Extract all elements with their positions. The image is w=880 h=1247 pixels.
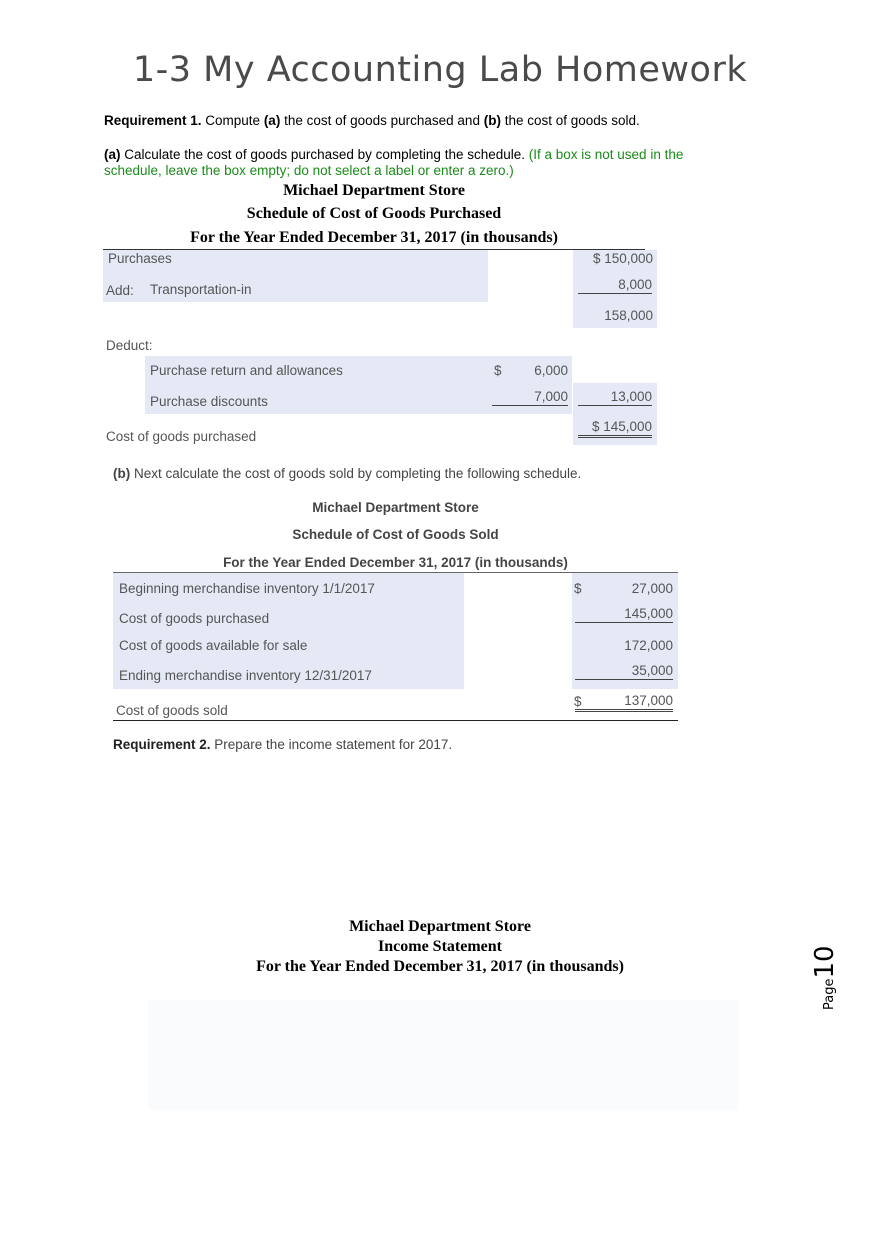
req1-a: (a) bbox=[263, 113, 281, 128]
income-company: Michael Department Store bbox=[349, 918, 531, 935]
deduct-label: Deduct: bbox=[106, 338, 153, 353]
purchases-label: Purchases bbox=[108, 251, 172, 266]
page-label: Page bbox=[822, 978, 837, 1010]
discounts-label: Purchase discounts bbox=[150, 394, 268, 409]
begin-inventory-dollar: $ bbox=[574, 581, 582, 596]
deductions-total: 13,000 bbox=[578, 389, 652, 406]
req1-b: (b) bbox=[483, 113, 501, 128]
transportation-amount: 8,000 bbox=[578, 277, 652, 294]
cogs-label: Cost of goods sold bbox=[116, 703, 228, 718]
requirement-2 bbox=[113, 737, 452, 752]
cogp-amount: $ 145,000 bbox=[578, 419, 652, 438]
instr-a-label: (a) bbox=[104, 147, 121, 162]
page-number bbox=[810, 930, 850, 1010]
cogs-amount: 137,000 bbox=[575, 693, 673, 712]
instr-a-text: Calculate the cost of goods purchased by completing the schedule. bbox=[120, 147, 529, 162]
cogs-bottom-rule bbox=[113, 720, 678, 721]
req1-text3: the cost of goods sold. bbox=[500, 113, 640, 128]
instruction-a bbox=[104, 147, 724, 179]
returns-label: Purchase return and allowances bbox=[150, 363, 343, 378]
income-period: For the Year Ended December 31, 2017 (in thousands) bbox=[256, 958, 624, 975]
returns-amount: 6,000 bbox=[534, 363, 568, 378]
transportation-label: Transportation-in bbox=[150, 282, 252, 297]
page-title: 1-3 My Accounting Lab Homework bbox=[132, 50, 748, 90]
cogs-purchased-label: Cost of goods purchased bbox=[119, 611, 270, 626]
income-statement-title: Income Statement bbox=[378, 938, 502, 955]
req1-text: Compute bbox=[201, 113, 264, 128]
instr-a-note: (If a box is not used in the schedule, leave the box empty; do not select a label or enter a zero.) bbox=[104, 147, 684, 178]
end-inventory-amount: 35,000 bbox=[575, 663, 673, 680]
req2-text: Prepare the income statement for 2017. bbox=[210, 737, 453, 752]
discounts-amount: 7,000 bbox=[492, 389, 568, 406]
cogs-purchased-amount: 145,000 bbox=[575, 606, 673, 623]
req2-label: Requirement 2. bbox=[113, 737, 211, 752]
req1-text2: the cost of goods purchased and bbox=[280, 113, 484, 128]
income-statement-area bbox=[148, 1000, 738, 1110]
instr-b-label: (b) bbox=[113, 466, 131, 481]
requirement-1 bbox=[104, 113, 640, 128]
page-number-value: 10 bbox=[810, 945, 840, 979]
instr-b-text: Next calculate the cost of goods sold by completing the following schedule. bbox=[130, 466, 582, 481]
cogp-company: Michael Department Store bbox=[283, 182, 465, 199]
purchases-subtotal: 158,000 bbox=[604, 308, 653, 323]
req1-label: Requirement 1. bbox=[104, 113, 202, 128]
cogs-company: Michael Department Store bbox=[312, 500, 479, 515]
end-inventory-label: Ending merchandise inventory 12/31/2017 bbox=[119, 668, 372, 683]
cogp-period: For the Year Ended December 31, 2017 (in thousands) bbox=[190, 229, 558, 246]
available-label: Cost of goods available for sale bbox=[119, 638, 308, 653]
cogs-dollar: $ bbox=[574, 694, 582, 709]
instruction-b bbox=[113, 466, 581, 481]
add-label: Add: bbox=[106, 283, 134, 298]
cogs-schedule-title: Schedule of Cost of Goods Sold bbox=[292, 527, 499, 542]
purchases-amount: $ 150,000 bbox=[592, 251, 653, 266]
begin-inventory-label: Beginning merchandise inventory 1/1/2017 bbox=[119, 581, 375, 596]
cogp-schedule-title: Schedule of Cost of Goods Purchased bbox=[246, 205, 502, 222]
available-amount: 172,000 bbox=[624, 638, 673, 653]
returns-dollar: $ bbox=[494, 363, 502, 378]
cogp-label: Cost of goods purchased bbox=[106, 429, 257, 444]
begin-inventory-amount: 27,000 bbox=[631, 581, 673, 596]
cogs-period: For the Year Ended December 31, 2017 (in thousands) bbox=[223, 555, 568, 570]
